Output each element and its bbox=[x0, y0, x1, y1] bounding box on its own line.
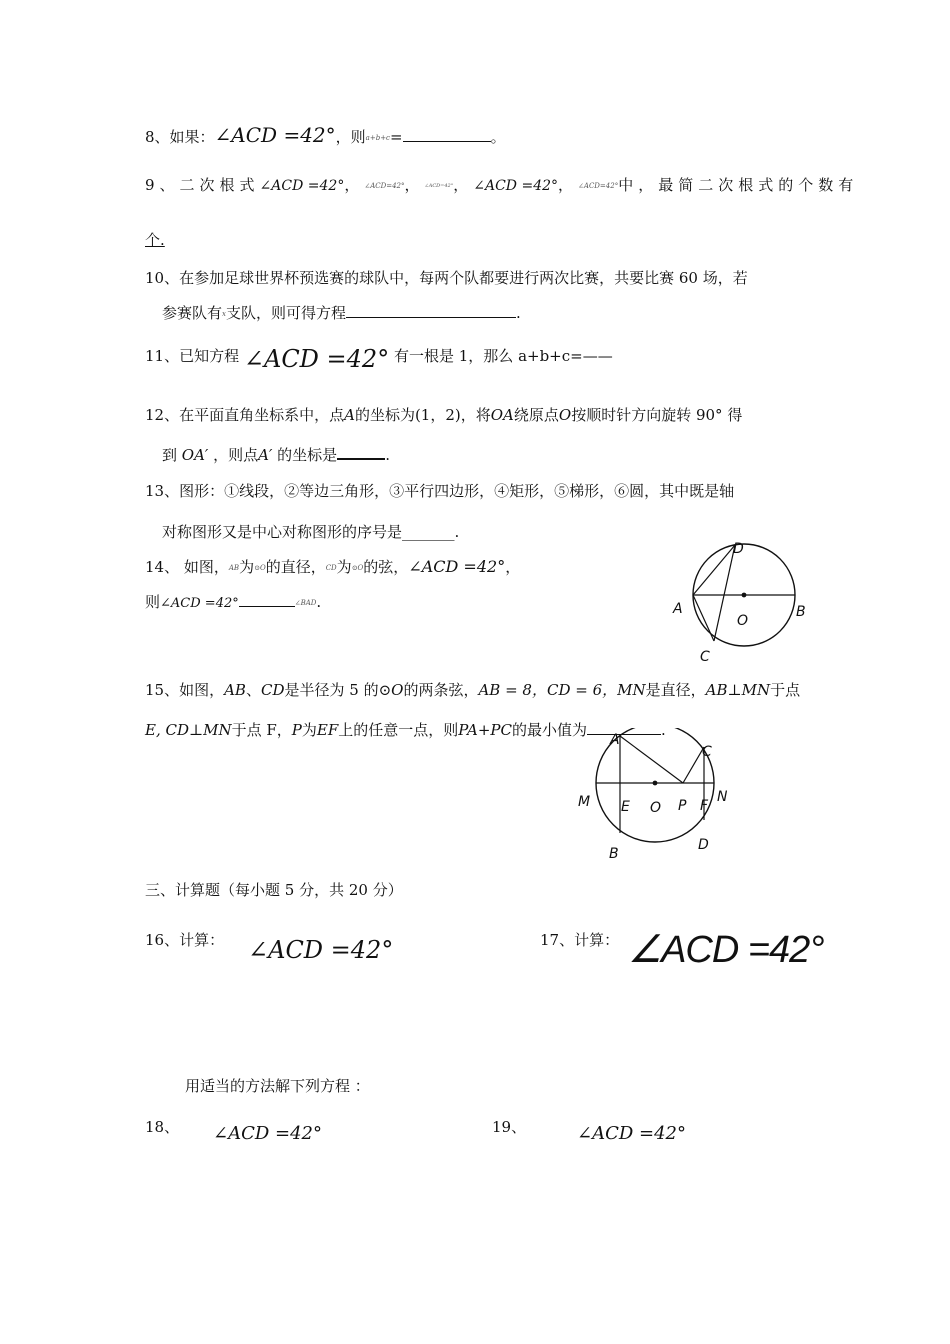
q9-sep: ， bbox=[404, 176, 425, 194]
q14-chord-AC bbox=[693, 595, 714, 641]
q14-end: . bbox=[316, 593, 322, 611]
q15-P: P bbox=[291, 721, 302, 739]
question-13-line2 bbox=[162, 522, 459, 542]
q15-label-O: O bbox=[650, 800, 662, 816]
q14-w2: 的直径， bbox=[265, 558, 326, 576]
q11-suffix: 有一根是 1，那么 a+b+c=—— bbox=[393, 347, 613, 365]
q15-segment-PA bbox=[620, 736, 683, 783]
question-10-line2 bbox=[162, 303, 521, 324]
q15-g: 为 bbox=[301, 721, 317, 739]
q14-tiny-4: ⊙O bbox=[351, 564, 364, 572]
q11-prefix: 11、已知方程 bbox=[145, 347, 240, 365]
solve-heading bbox=[185, 1076, 370, 1096]
solve-heading-text: 用适当的方法解下列方程 ： bbox=[185, 1077, 370, 1095]
q14-tiny-3: CD bbox=[325, 564, 337, 572]
q14-label-D: D bbox=[733, 541, 744, 557]
q12-d: 按顺时针方向旋转 90° 得 bbox=[571, 406, 743, 424]
question-15 bbox=[145, 680, 800, 700]
q14-formula: ∠ACD =42° bbox=[408, 557, 506, 576]
q8-formula: ∠ACD =42° bbox=[214, 123, 336, 147]
q9-tiny-1: ∠ACD=42° bbox=[364, 182, 405, 190]
q14-tiny-1: AB bbox=[228, 564, 240, 572]
q13-line2: 对称图形又是中心对称图形的序号是_______. bbox=[162, 523, 460, 541]
question-14-line2 bbox=[145, 592, 321, 614]
q9-line2: 个. bbox=[145, 231, 165, 249]
q15-AB: AB bbox=[224, 681, 246, 699]
q15-eq1: AB = 8， bbox=[478, 681, 547, 699]
q15-circle-figure bbox=[570, 728, 740, 868]
question-12-line2 bbox=[162, 444, 390, 465]
q12-Aprime: A′ bbox=[258, 446, 273, 464]
q14-formula-2: ∠ACD =42° bbox=[160, 596, 239, 611]
q18-label: 18、 bbox=[145, 1118, 180, 1136]
q14-w4: 的弦， bbox=[363, 558, 409, 576]
q15-perp2: CD⊥MN bbox=[165, 721, 232, 739]
q15-b: 是半径为 5 的⊙ bbox=[284, 681, 392, 699]
q12-g: 的坐标是 bbox=[277, 446, 338, 464]
q15-center-dot bbox=[653, 781, 658, 786]
q14-chord-DC bbox=[714, 545, 735, 641]
q15-end: . bbox=[660, 721, 666, 739]
q10-end: . bbox=[515, 304, 521, 322]
q9-sep: ， bbox=[344, 176, 365, 194]
q10-answer-blank bbox=[346, 303, 516, 318]
q15-label-P: P bbox=[678, 798, 687, 814]
q11-formula: ∠ACD =42° bbox=[243, 345, 390, 373]
question-19 bbox=[492, 1117, 526, 1137]
q15-sum: PA+PC bbox=[458, 721, 512, 739]
q15-label-D: D bbox=[698, 837, 709, 853]
q8-tiny: a+b+c bbox=[365, 134, 390, 142]
q8-mid: ，则 bbox=[335, 128, 366, 146]
q15-EF: EF bbox=[316, 721, 339, 739]
q15-eq2: CD = 6， bbox=[546, 681, 618, 699]
q15-e: 于点 bbox=[770, 681, 801, 699]
q10-tiny: x bbox=[222, 310, 226, 318]
q9-formula-1: ∠ACD =42° bbox=[259, 178, 345, 194]
q15-E: E, bbox=[145, 721, 161, 739]
q19-formula: ∠ACD =42° bbox=[577, 1123, 686, 1144]
q10-line2-a: 参赛队有 bbox=[162, 304, 223, 322]
q9-sep: ， bbox=[558, 176, 579, 194]
q12-c: 绕原点 bbox=[513, 406, 559, 424]
section-3-title: 三、计算题（每小题 5 分，共 20 分） bbox=[145, 881, 403, 899]
question-13 bbox=[145, 481, 734, 501]
q16-label: 16、计算： bbox=[145, 931, 225, 949]
question-11 bbox=[145, 345, 613, 373]
q15-label-E: E bbox=[621, 799, 630, 815]
q15-perp1: AB⊥MN bbox=[705, 681, 771, 699]
q9-tiny-2: ∠ACD=42° bbox=[424, 183, 454, 189]
q14-answer-blank bbox=[239, 592, 295, 607]
q15-a: 15、如图， bbox=[145, 681, 225, 699]
q15-label-C: C bbox=[702, 744, 712, 760]
q15-sep: 、 bbox=[245, 681, 261, 699]
q15-label-A: A bbox=[610, 732, 620, 748]
q10-line2-b: 支队，则可得方程 bbox=[225, 304, 346, 322]
q12-b: 的坐标为(1，2)，将 bbox=[354, 406, 491, 424]
q15-label-N: N bbox=[717, 789, 728, 805]
section-3-heading bbox=[145, 880, 403, 900]
q12-f: ，则点 bbox=[213, 446, 259, 464]
q15-d: 是直径， bbox=[645, 681, 706, 699]
q19-label: 19、 bbox=[492, 1118, 527, 1136]
q14-label-B: B bbox=[796, 604, 806, 620]
q15-label-B: B bbox=[609, 846, 619, 862]
q17-formula: ∠ACD =42° bbox=[628, 929, 824, 971]
q14-label-O: O bbox=[737, 613, 749, 629]
q10-line1: 10、在参加足球世界杯预选赛的球队中，每两个队都要进行两次比赛，共要比赛 60 场，若 bbox=[145, 269, 748, 287]
q12-end: . bbox=[385, 446, 390, 464]
q15-CD: CD bbox=[260, 681, 285, 699]
q14-label-C: C bbox=[700, 649, 710, 665]
q12-OA: OA bbox=[490, 406, 514, 424]
q14-center-dot bbox=[742, 593, 747, 598]
q8-end: 。 bbox=[490, 128, 506, 146]
q14-then: 则 bbox=[145, 593, 161, 611]
q9-tiny-3: ∠ACD=42° bbox=[578, 182, 619, 190]
q15-f: 于点 F， bbox=[231, 721, 292, 739]
q8-prefix: 8、如果： bbox=[145, 128, 215, 146]
question-10 bbox=[145, 268, 748, 288]
q9-prefix: 9、二次根式 bbox=[145, 176, 260, 194]
question-16 bbox=[145, 930, 224, 950]
q14-label-A: A bbox=[673, 601, 683, 617]
q12-OAprime: OA′ bbox=[181, 446, 209, 464]
question-14: 14、 如图，AB为⊙O的直径，CD为⊙O的弦，∠ACD =42°， bbox=[145, 557, 521, 576]
question-17 bbox=[540, 930, 619, 950]
question-9-line2 bbox=[145, 230, 165, 250]
question-18 bbox=[145, 1117, 179, 1137]
q9-sep: ， bbox=[453, 176, 474, 194]
question-12 bbox=[145, 405, 742, 425]
q15-MN: MN bbox=[617, 681, 646, 699]
q16-formula: ∠ACD =42° bbox=[248, 936, 394, 964]
q15-segment-PC bbox=[683, 747, 704, 783]
q12-answer-blank bbox=[337, 444, 385, 460]
q14-tiny-2: ⊙O bbox=[254, 564, 266, 572]
q14-w1: 为 bbox=[239, 558, 255, 576]
q9-formula-2: ∠ACD =42° bbox=[473, 178, 559, 194]
q15-label-M: M bbox=[578, 794, 591, 810]
q12-e: 到 bbox=[162, 446, 178, 464]
q8-eq: = bbox=[389, 128, 403, 146]
q15-c: 的两条弦， bbox=[403, 681, 479, 699]
q18-formula: ∠ACD =42° bbox=[213, 1123, 322, 1144]
q12-point-A: A bbox=[344, 406, 355, 424]
q9-tail: 中，最简二次根式的个数有 bbox=[618, 176, 859, 194]
question-8 bbox=[145, 125, 506, 148]
q14-tiny-5: ∠BAD bbox=[294, 599, 317, 607]
question-9 bbox=[145, 175, 858, 196]
q13-line1: 13、图形：①线段，②等边三角形，③平行四边形，④矩形，⑤梯形，⑥圆，其中既是轴 bbox=[145, 482, 735, 500]
q15-label-F: F bbox=[700, 798, 709, 814]
q8-answer-blank bbox=[403, 127, 491, 142]
q14-circle-figure bbox=[665, 538, 815, 668]
q14-prefix: 14、 如图， bbox=[145, 558, 229, 576]
q17-label: 17、计算： bbox=[540, 931, 620, 949]
q15-i: 的最小值为 bbox=[511, 721, 587, 739]
q15-O: O bbox=[391, 681, 404, 699]
q12-a: 12、在平面直角坐标系中，点 bbox=[145, 406, 345, 424]
q14-w3: 为 bbox=[336, 558, 352, 576]
q15-h: 上的任意一点，则 bbox=[338, 721, 459, 739]
q12-O: O bbox=[558, 406, 572, 424]
